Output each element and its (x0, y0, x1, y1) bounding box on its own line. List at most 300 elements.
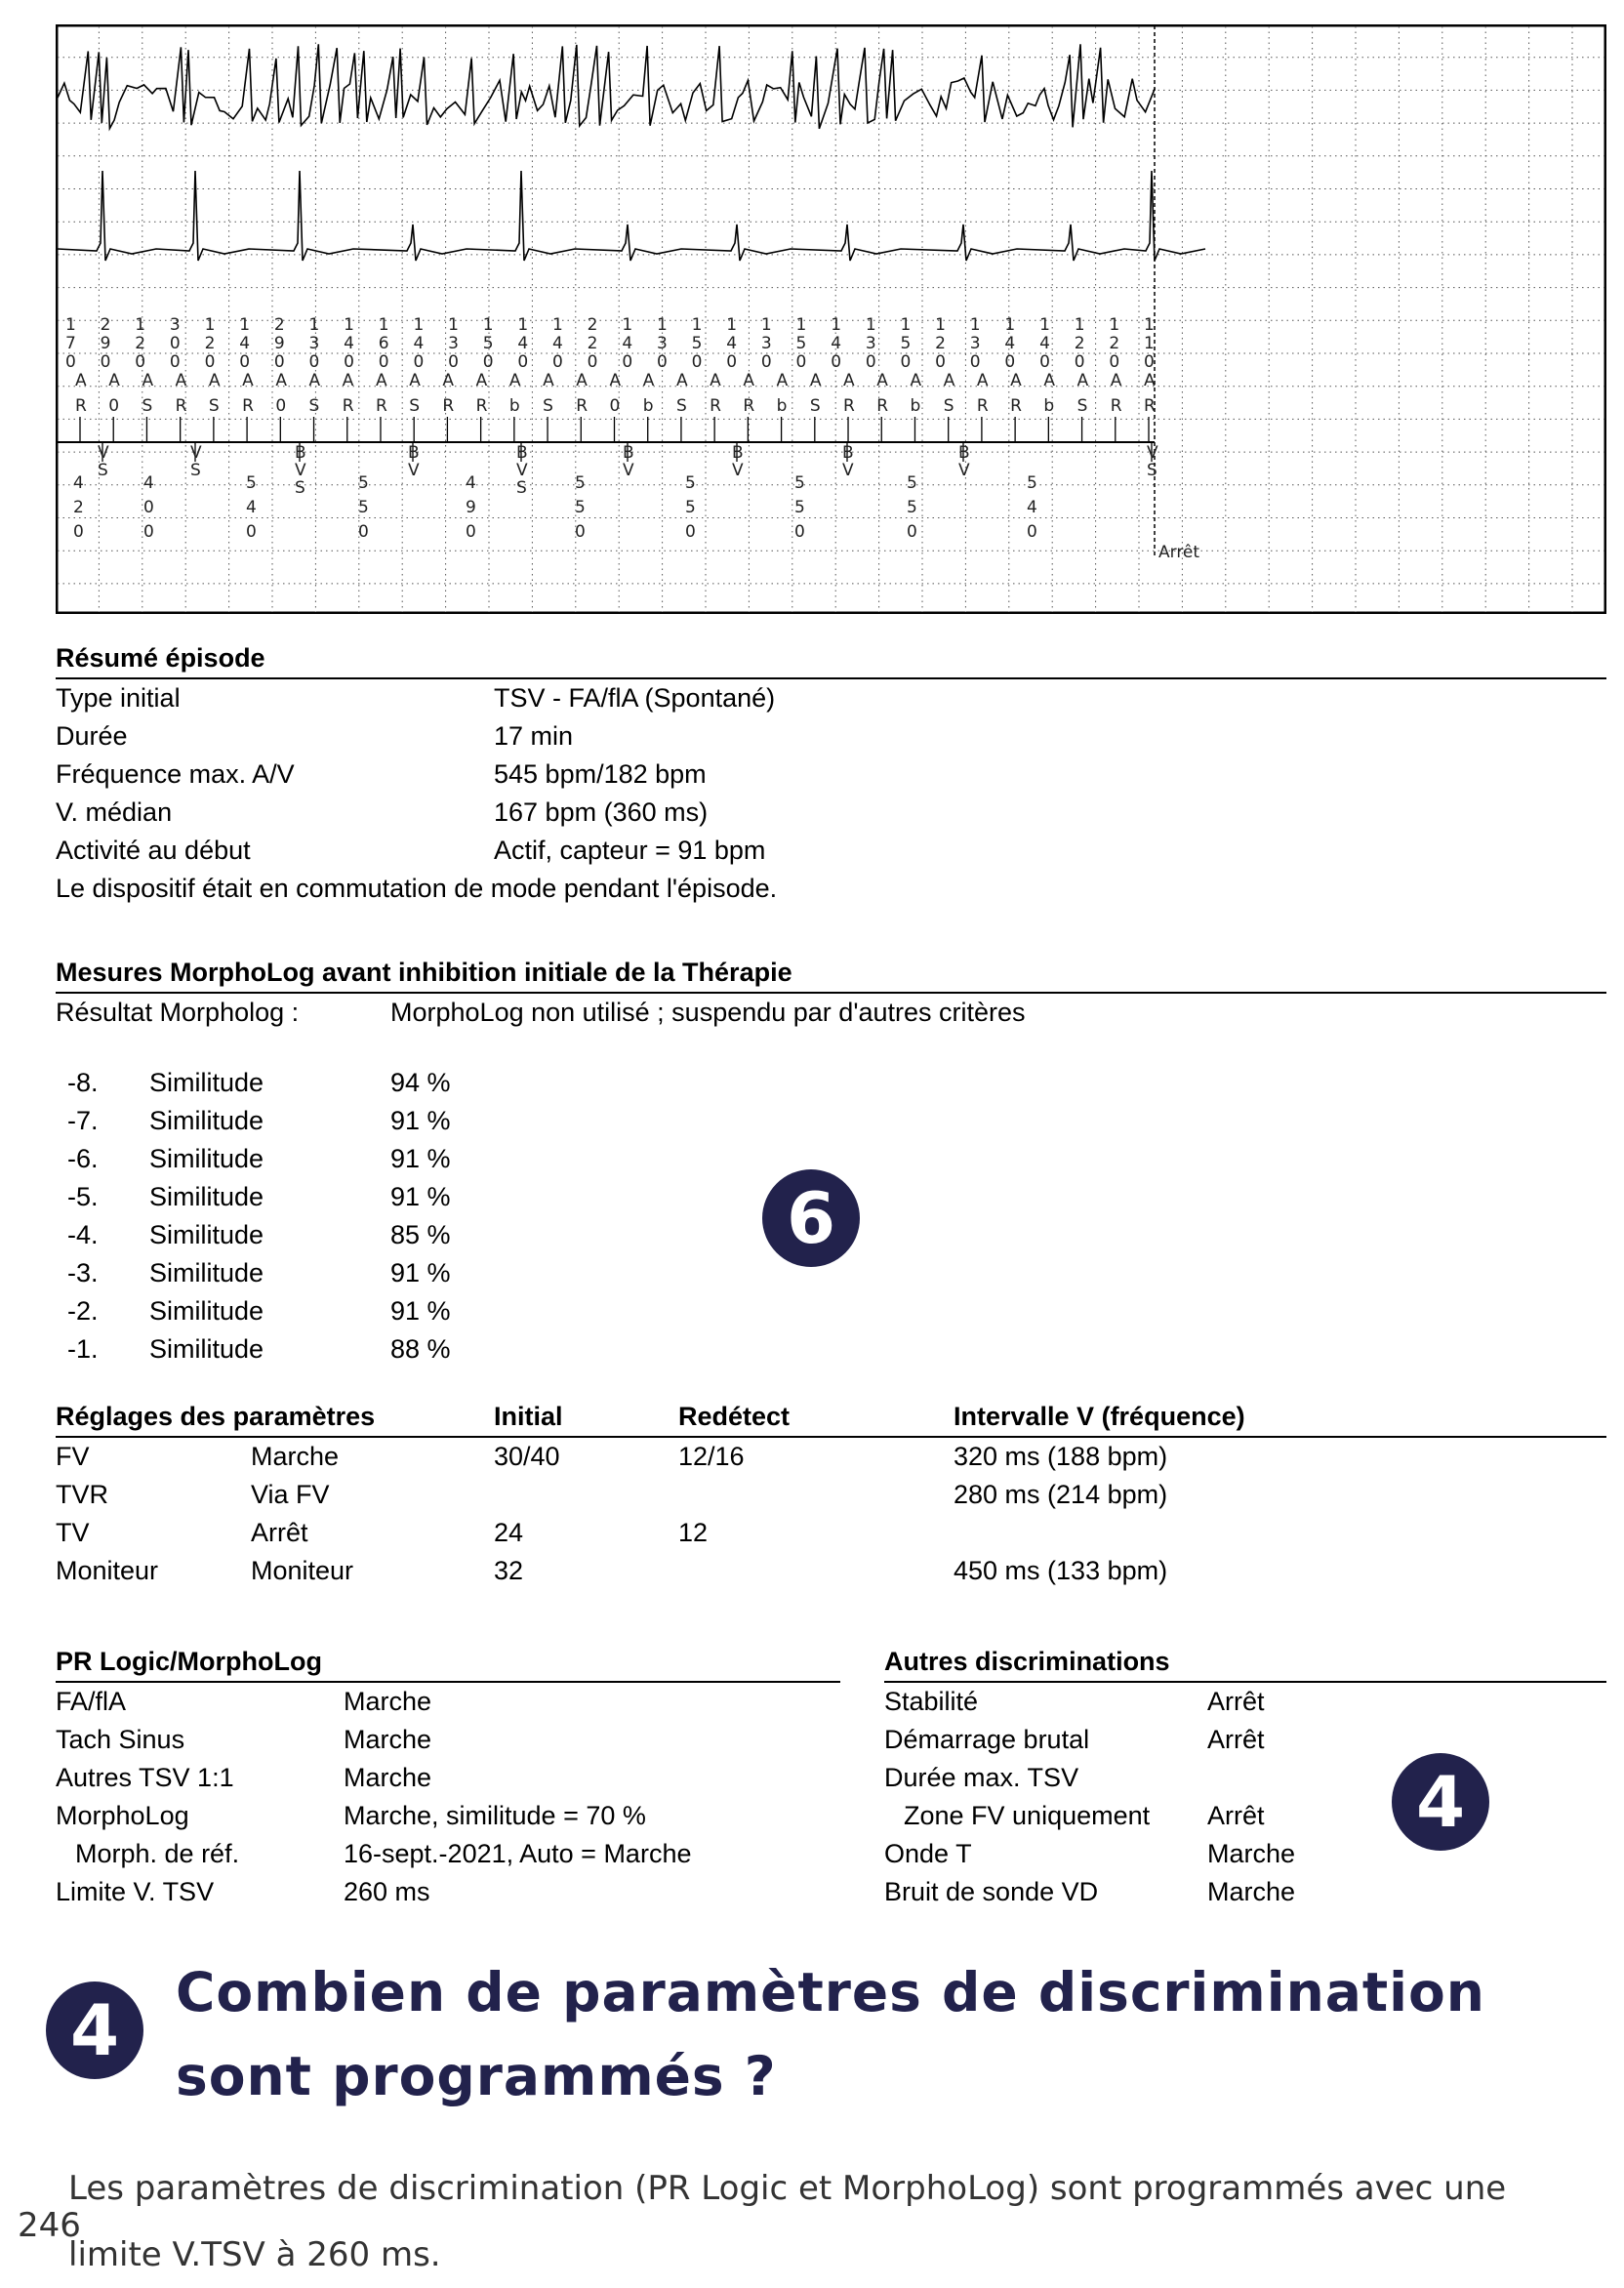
morpholog-result-label: Résultat Morpholog : (56, 998, 300, 1027)
summary-value: 167 bpm (360 ms) (494, 797, 709, 827)
atrial-marker-type: R (843, 396, 855, 416)
atrial-marker-type: b (910, 396, 921, 416)
aa-interval-digit: 3 (448, 334, 459, 353)
ventricular-marker-letter: B (516, 443, 528, 463)
vv-interval-digit: 5 (907, 473, 917, 493)
ventricular-marker-letter: B (732, 443, 744, 463)
similitude-row (56, 1140, 1606, 1178)
atrial-marker-type: b (508, 396, 520, 416)
aa-interval-digit: 3 (656, 334, 668, 353)
aa-interval-digit: 2 (204, 334, 216, 353)
settings-header-interval: Intervalle V (fréquence) (954, 1402, 1245, 1431)
ventricular-marker-letter: V (408, 461, 420, 480)
atrial-marker-letter: A (242, 371, 254, 390)
aa-interval-digit: 0 (587, 352, 598, 372)
pr-logic-value: Marche, similitude = 70 % (344, 1801, 646, 1830)
aa-interval-digit: 0 (1144, 352, 1155, 372)
aa-interval-digit: 0 (448, 352, 459, 372)
aa-interval-digit: 4 (552, 334, 563, 353)
summary-row (56, 756, 1606, 794)
summary-value: TSV - FA/flA (Spontané) (494, 683, 776, 713)
answer-text: Les paramètres de discrimination (PR Logic et MorphoLog) sont programmés avec une limite V.TSV à 260 ms. (68, 2169, 1507, 2274)
aa-interval-digit: 3 (969, 334, 981, 353)
atrial-marker-letter: A (208, 371, 221, 390)
aa-interval-digit: 1 (831, 315, 842, 335)
aa-interval-digit: 0 (691, 352, 703, 372)
pr-logic-row (56, 1835, 840, 1873)
aa-interval-digit: 0 (900, 352, 912, 372)
aa-interval-digit: 0 (656, 352, 668, 372)
aa-interval-digit: 0 (831, 352, 842, 372)
similitude-value: 85 % (390, 1220, 451, 1249)
vv-interval-digit: 5 (685, 473, 696, 493)
atrial-marker-letter: A (1144, 371, 1156, 390)
ecg-strip (56, 24, 1606, 614)
aa-interval-digit: 1 (1109, 315, 1120, 335)
zone-interval: 450 ms (133 bpm) (954, 1556, 1168, 1585)
atrial-marker-letter: A (876, 371, 888, 390)
aa-interval-digit: 1 (691, 315, 703, 335)
aa-interval-digit: 1 (135, 315, 146, 335)
vv-interval-digit: 5 (794, 498, 805, 517)
aa-interval-digit: 5 (900, 334, 912, 353)
aa-interval-digit: 1 (795, 315, 807, 335)
aa-interval-digit: 1 (1144, 334, 1155, 353)
badge-4-right-icon: 4 (1392, 1753, 1489, 1851)
episode-summary (56, 639, 1606, 908)
zone-mode: Marche (251, 1442, 340, 1471)
similitude-index: -4. (67, 1220, 99, 1249)
similitude-index: -7. (67, 1106, 99, 1135)
zone-redetect: 12/16 (678, 1442, 745, 1471)
ventricular-marker-letter: V (295, 461, 306, 480)
ventricular-marker-letter: B (408, 443, 420, 463)
ventricular-marker-letter: B (295, 443, 306, 463)
atrial-marker-type: b (1043, 396, 1055, 416)
aa-interval-digit: 0 (378, 352, 389, 372)
aa-interval-digit: 1 (900, 315, 912, 335)
similitude-label: Similitude (149, 1334, 264, 1364)
question-badge-icon: 4 (46, 1982, 143, 2079)
similitude-label: Similitude (149, 1258, 264, 1287)
summary-row (56, 832, 1606, 870)
ventricular-marker-letter: V (842, 461, 854, 480)
discrimination-label: Stabilité (884, 1687, 979, 1716)
similitude-row (56, 1330, 1606, 1369)
atrial-marker-type: b (642, 396, 654, 416)
discrimination-row (884, 1873, 1606, 1911)
atrial-marker-type: R (342, 396, 354, 416)
atrial-marker-letter: A (175, 371, 187, 390)
settings-header-params: Réglages des paramètres (56, 1402, 376, 1431)
vv-interval-digit: 5 (575, 473, 586, 493)
summary-value: Actif, capteur = 91 bpm (494, 836, 766, 865)
aa-interval-digit: 1 (344, 315, 354, 335)
aa-interval-digit: 2 (587, 315, 598, 335)
pr-logic-label: Tach Sinus (56, 1725, 185, 1754)
aa-interval-digit: 1 (308, 315, 320, 335)
morpholog-title: Mesures MorphoLog avant inhibition initiale de la Thérapie (56, 954, 1606, 994)
similitude-index: -1. (67, 1334, 99, 1364)
aa-interval-digit: 4 (1039, 334, 1050, 353)
aa-interval-digit: 0 (308, 352, 320, 372)
ventricular-marker-letter: V (190, 443, 202, 463)
discrimination-value: Marche (1207, 1877, 1296, 1906)
aa-interval-digit: 0 (552, 352, 563, 372)
atrial-marker-letter: A (642, 371, 655, 390)
zone-mode: Arrêt (251, 1518, 308, 1547)
aa-interval-digit: 2 (135, 334, 146, 353)
discrimination-row (884, 1759, 1606, 1797)
aa-interval-digit: 1 (482, 315, 494, 335)
aa-interval-digit: 0 (760, 352, 772, 372)
pr-logic-label: MorphoLog (56, 1801, 189, 1830)
summary-value: 545 bpm/182 bpm (494, 759, 707, 789)
vv-interval-digit: 5 (907, 498, 917, 517)
ventricular-marker-letter: S (190, 461, 201, 480)
atrial-marker-letter: A (475, 371, 488, 390)
aa-interval-digit: 2 (935, 334, 946, 353)
aa-interval-digit: 2 (587, 334, 598, 353)
zone-interval: 320 ms (188 bpm) (954, 1442, 1168, 1471)
aa-interval-digit: 2 (273, 315, 285, 335)
vv-interval-digit: 4 (1027, 498, 1037, 517)
similitude-value: 94 % (390, 1068, 451, 1097)
atrial-marker-type: S (675, 396, 687, 416)
ventricular-marker-letter: V (732, 461, 744, 480)
settings-row (56, 1514, 1606, 1552)
atrial-marker-letter: A (976, 371, 989, 390)
vv-interval-digit: 0 (685, 522, 696, 542)
discrimination-row (884, 1835, 1606, 1873)
vv-interval-digit: 0 (575, 522, 586, 542)
pr-logic-morpholog (56, 1643, 840, 1911)
vv-interval-digit: 0 (143, 522, 154, 542)
vv-interval-digit: 4 (466, 473, 476, 493)
similitude-label: Similitude (149, 1144, 264, 1173)
discrimination-row (884, 1797, 1606, 1835)
atrial-marker-type: S (409, 396, 420, 416)
other-discriminations (884, 1643, 1606, 1911)
zone-name: TV (56, 1518, 90, 1547)
pr-logic-row (56, 1683, 840, 1721)
summary-row (56, 794, 1606, 832)
vv-interval-digit: 2 (73, 498, 84, 517)
atrial-marker-type: S (943, 396, 954, 416)
atrial-marker-letter: A (142, 371, 154, 390)
atrial-marker-type: R (75, 396, 87, 416)
vv-interval-digit: 0 (794, 522, 805, 542)
aa-interval-digit: 0 (169, 334, 181, 353)
discrimination-value: Marche (1207, 1839, 1296, 1868)
atrial-marker-letter: A (910, 371, 922, 390)
vv-interval-digit: 0 (73, 522, 84, 542)
aa-interval-digit: 4 (517, 334, 529, 353)
pr-logic-value: 260 ms (344, 1877, 430, 1906)
similitude-value: 91 % (390, 1106, 451, 1135)
aa-interval-digit: 5 (482, 334, 494, 353)
aa-interval-digit: 0 (517, 352, 529, 372)
settings-row (56, 1438, 1606, 1476)
ventricular-marker-letter: V (623, 461, 634, 480)
discrimination-value: Arrêt (1207, 1687, 1265, 1716)
ventricular-marker-letter: S (516, 478, 527, 498)
ventricular-marker-letter: V (98, 443, 109, 463)
aa-interval-digit: 1 (239, 315, 251, 335)
aa-interval-digit: 0 (622, 352, 633, 372)
aa-interval-digit: 1 (65, 315, 76, 335)
atrial-marker-type: 0 (609, 396, 621, 416)
morpholog-result-value: MorphoLog non utilisé ; suspendu par d'autres critères (390, 998, 1026, 1027)
episode-note: Le dispositif était en commutation de mode pendant l'épisode. (56, 874, 778, 903)
atrial-marker-letter: A (108, 371, 120, 390)
zone-initial: 30/40 (494, 1442, 560, 1471)
aa-interval-digit: 0 (795, 352, 807, 372)
aa-interval-digit: 0 (969, 352, 981, 372)
pr-logic-value: 16-sept.-2021, Auto = Marche (344, 1839, 692, 1868)
summary-value: 17 min (494, 721, 574, 751)
aa-interval-digit: 1 (726, 315, 738, 335)
atrial-marker-letter: A (442, 371, 455, 390)
atrial-marker-letter: A (1010, 371, 1022, 390)
zone-mode: Moniteur (251, 1556, 354, 1585)
similitude-value: 91 % (390, 1296, 451, 1326)
zone-name: FV (56, 1442, 90, 1471)
vv-interval-digit: 0 (466, 522, 476, 542)
aa-interval-digit: 6 (378, 334, 389, 353)
ventricular-marker-letter: B (623, 443, 634, 463)
atrial-marker-letter: A (508, 371, 521, 390)
summary-label: Type initial (56, 683, 181, 713)
page-number: 246 (18, 2206, 81, 2245)
aa-interval-digit: 0 (1074, 352, 1085, 372)
summary-label: Activité au début (56, 836, 251, 865)
vv-interval-digit: 9 (466, 498, 476, 517)
zone-interval: 280 ms (214 bpm) (954, 1480, 1168, 1509)
atrial-marker-type: R (876, 396, 889, 416)
atrial-marker-letter: A (809, 371, 822, 390)
episode-summary-title: Résumé épisode (56, 639, 1606, 679)
aa-interval-digit: 5 (691, 334, 703, 353)
vv-interval-digit: 4 (246, 498, 257, 517)
vv-interval-digit: 0 (907, 522, 917, 542)
aa-interval-digit: 0 (1004, 352, 1016, 372)
pr-logic-row (56, 1721, 840, 1759)
ventricular-marker-letter: S (1147, 461, 1157, 480)
atrial-marker-type: R (242, 396, 254, 416)
summary-label: V. médian (56, 797, 173, 827)
atrial-marker-type: S (543, 396, 553, 416)
atrial-marker-letter: A (675, 371, 688, 390)
similitude-label: Similitude (149, 1106, 264, 1135)
summary-row (56, 717, 1606, 756)
similitude-label: Similitude (149, 1296, 264, 1326)
aa-interval-digit: 4 (239, 334, 251, 353)
aa-interval-digit: 4 (344, 334, 354, 353)
aa-interval-digit: 1 (378, 315, 389, 335)
vv-interval-digit: 5 (794, 473, 805, 493)
atrial-marker-type: S (208, 396, 220, 416)
aa-interval-digit: 4 (831, 334, 842, 353)
aa-interval-digit: 1 (622, 315, 633, 335)
atrial-marker-type: R (576, 396, 589, 416)
aa-interval-digit: 0 (865, 352, 876, 372)
vv-interval-digit: 5 (685, 498, 696, 517)
morpholog-result (56, 994, 1606, 1032)
aa-interval-digit: 1 (1144, 315, 1155, 335)
aa-interval-digit: 1 (1074, 315, 1085, 335)
pr-logic-row (56, 1797, 840, 1835)
pr-logic-title: PR Logic/MorphoLog (56, 1643, 840, 1683)
ventricular-marker-letter: V (516, 461, 528, 480)
pr-logic-label: Limite V. TSV (56, 1877, 215, 1906)
vv-interval-digit: 0 (358, 522, 369, 542)
aa-interval-digit: 1 (656, 315, 668, 335)
atrial-marker-type: R (475, 396, 488, 416)
other-discriminations-title: Autres discriminations (884, 1643, 1606, 1683)
similitude-row (56, 1102, 1606, 1140)
aa-interval-digit: 4 (726, 334, 738, 353)
summary-row (56, 679, 1606, 717)
atrial-marker-letter: A (776, 371, 789, 390)
discrimination-value: Arrêt (1207, 1801, 1265, 1830)
pr-logic-label: FA/flA (56, 1687, 127, 1716)
discrimination-value: Arrêt (1207, 1725, 1265, 1754)
parameter-settings (56, 1398, 1606, 1590)
vv-interval-digit: 0 (1027, 522, 1037, 542)
similitude-label: Similitude (149, 1220, 264, 1249)
similitude-index: -5. (67, 1182, 99, 1211)
aa-interval-digit: 0 (239, 352, 251, 372)
vv-interval-digit: 4 (143, 473, 154, 493)
pr-logic-value: Marche (344, 1687, 432, 1716)
aa-interval-digit: 0 (135, 352, 146, 372)
aa-interval-digit: 3 (308, 334, 320, 353)
zone-mode: Via FV (251, 1480, 330, 1509)
vv-interval-digit: 5 (1027, 473, 1037, 493)
aa-interval-digit: 0 (413, 352, 425, 372)
atrial-marker-type: S (1076, 396, 1088, 416)
vv-interval-digit: 0 (246, 522, 257, 542)
aa-interval-digit: 0 (935, 352, 946, 372)
aa-interval-digit: 0 (482, 352, 494, 372)
atrial-marker-letter: A (843, 371, 855, 390)
pr-logic-label: Morph. de réf. (75, 1839, 240, 1868)
similitude-label: Similitude (149, 1182, 264, 1211)
aa-interval-digit: 0 (169, 352, 181, 372)
aa-interval-digit: 3 (760, 334, 772, 353)
similitude-index: -3. (67, 1258, 99, 1287)
aa-interval-digit: 3 (169, 315, 181, 335)
aa-interval-digit: 0 (273, 352, 285, 372)
aa-interval-digit: 2 (1109, 334, 1120, 353)
atrial-marker-letter: A (375, 371, 387, 390)
atrial-marker-letter: A (1110, 371, 1122, 390)
question-title: Combien de paramètres de discrimination sont programmés ? (176, 1961, 1485, 2107)
stop-label: Arrêt (1158, 543, 1200, 562)
ventricular-marker-letter: B (842, 443, 854, 463)
pr-logic-row (56, 1873, 840, 1911)
discrimination-label: Zone FV uniquement (904, 1801, 1151, 1830)
atrial-marker-letter: A (342, 371, 354, 390)
ventricular-marker-letter: S (295, 478, 305, 498)
aa-interval-digit: 4 (1004, 334, 1016, 353)
atrial-marker-letter: A (75, 371, 87, 390)
aa-interval-digit: 0 (1109, 352, 1120, 372)
ventricular-marker-letter: B (958, 443, 970, 463)
atrial-marker-type: 0 (275, 396, 287, 416)
atrial-marker-letter: A (710, 371, 721, 390)
atrial-marker-letter: A (275, 371, 287, 390)
discrimination-label: Bruit de sonde VD (884, 1877, 1099, 1906)
aa-interval-digit: 1 (969, 315, 981, 335)
similitude-value: 88 % (390, 1334, 451, 1364)
atrial-marker-type: R (743, 396, 755, 416)
similitude-value: 91 % (390, 1182, 451, 1211)
aa-interval-digit: 1 (552, 315, 563, 335)
atrial-marker-letter: A (543, 371, 554, 390)
atrial-marker-letter: A (609, 371, 622, 390)
discrimination-label: Démarrage brutal (884, 1725, 1090, 1754)
atrial-marker-type: S (308, 396, 320, 416)
vv-interval-digit: 5 (358, 473, 369, 493)
settings-header-initial: Initial (494, 1402, 563, 1431)
aa-interval-digit: 3 (865, 334, 876, 353)
aa-interval-digit: 1 (448, 315, 459, 335)
aa-interval-digit: 1 (517, 315, 529, 335)
similitude-label: Similitude (149, 1068, 264, 1097)
vv-interval-digit: 4 (73, 473, 84, 493)
aa-interval-digit: 0 (65, 352, 76, 372)
parameter-settings-header (56, 1398, 1606, 1438)
vv-interval-digit: 0 (143, 498, 154, 517)
aa-interval-digit: 0 (204, 352, 216, 372)
aa-interval-digit: 9 (100, 334, 111, 353)
similitude-index: -2. (67, 1296, 99, 1326)
atrial-marker-type: S (142, 396, 153, 416)
ventricular-marker-letter: V (1147, 443, 1158, 463)
summary-label: Fréquence max. A/V (56, 759, 295, 789)
similitude-row (56, 1064, 1606, 1102)
zone-initial: 24 (494, 1518, 524, 1547)
vv-interval-digit: 5 (246, 473, 257, 493)
aa-interval-digit: 0 (100, 352, 111, 372)
atrial-marker-letter: A (576, 371, 588, 390)
pr-logic-row (56, 1759, 840, 1797)
aa-interval-digit: 2 (100, 315, 111, 335)
discrimination-label: Durée max. TSV (884, 1763, 1079, 1792)
atrial-marker-letter: A (308, 371, 321, 390)
zone-name: Moniteur (56, 1556, 159, 1585)
atrial-marker-letter: A (409, 371, 421, 390)
aa-interval-digit: 1 (413, 315, 425, 335)
similitude-value: 91 % (390, 1258, 451, 1287)
discrimination-row (884, 1683, 1606, 1721)
atrial-marker-type: R (175, 396, 187, 416)
pr-logic-value: Marche (344, 1725, 432, 1754)
aa-interval-digit: 0 (726, 352, 738, 372)
atrial-marker-type: R (710, 396, 721, 416)
ventricular-marker-letter: V (958, 461, 970, 480)
zone-redetect: 12 (678, 1518, 709, 1547)
atrial-marker-letter: A (1076, 371, 1089, 390)
aa-interval-digit: 5 (795, 334, 807, 353)
atrial-marker-type: b (776, 396, 788, 416)
morpholog-measures (56, 954, 1606, 1369)
settings-row (56, 1552, 1606, 1590)
similitude-value: 91 % (390, 1144, 451, 1173)
discrimination-label: Onde T (884, 1839, 972, 1868)
